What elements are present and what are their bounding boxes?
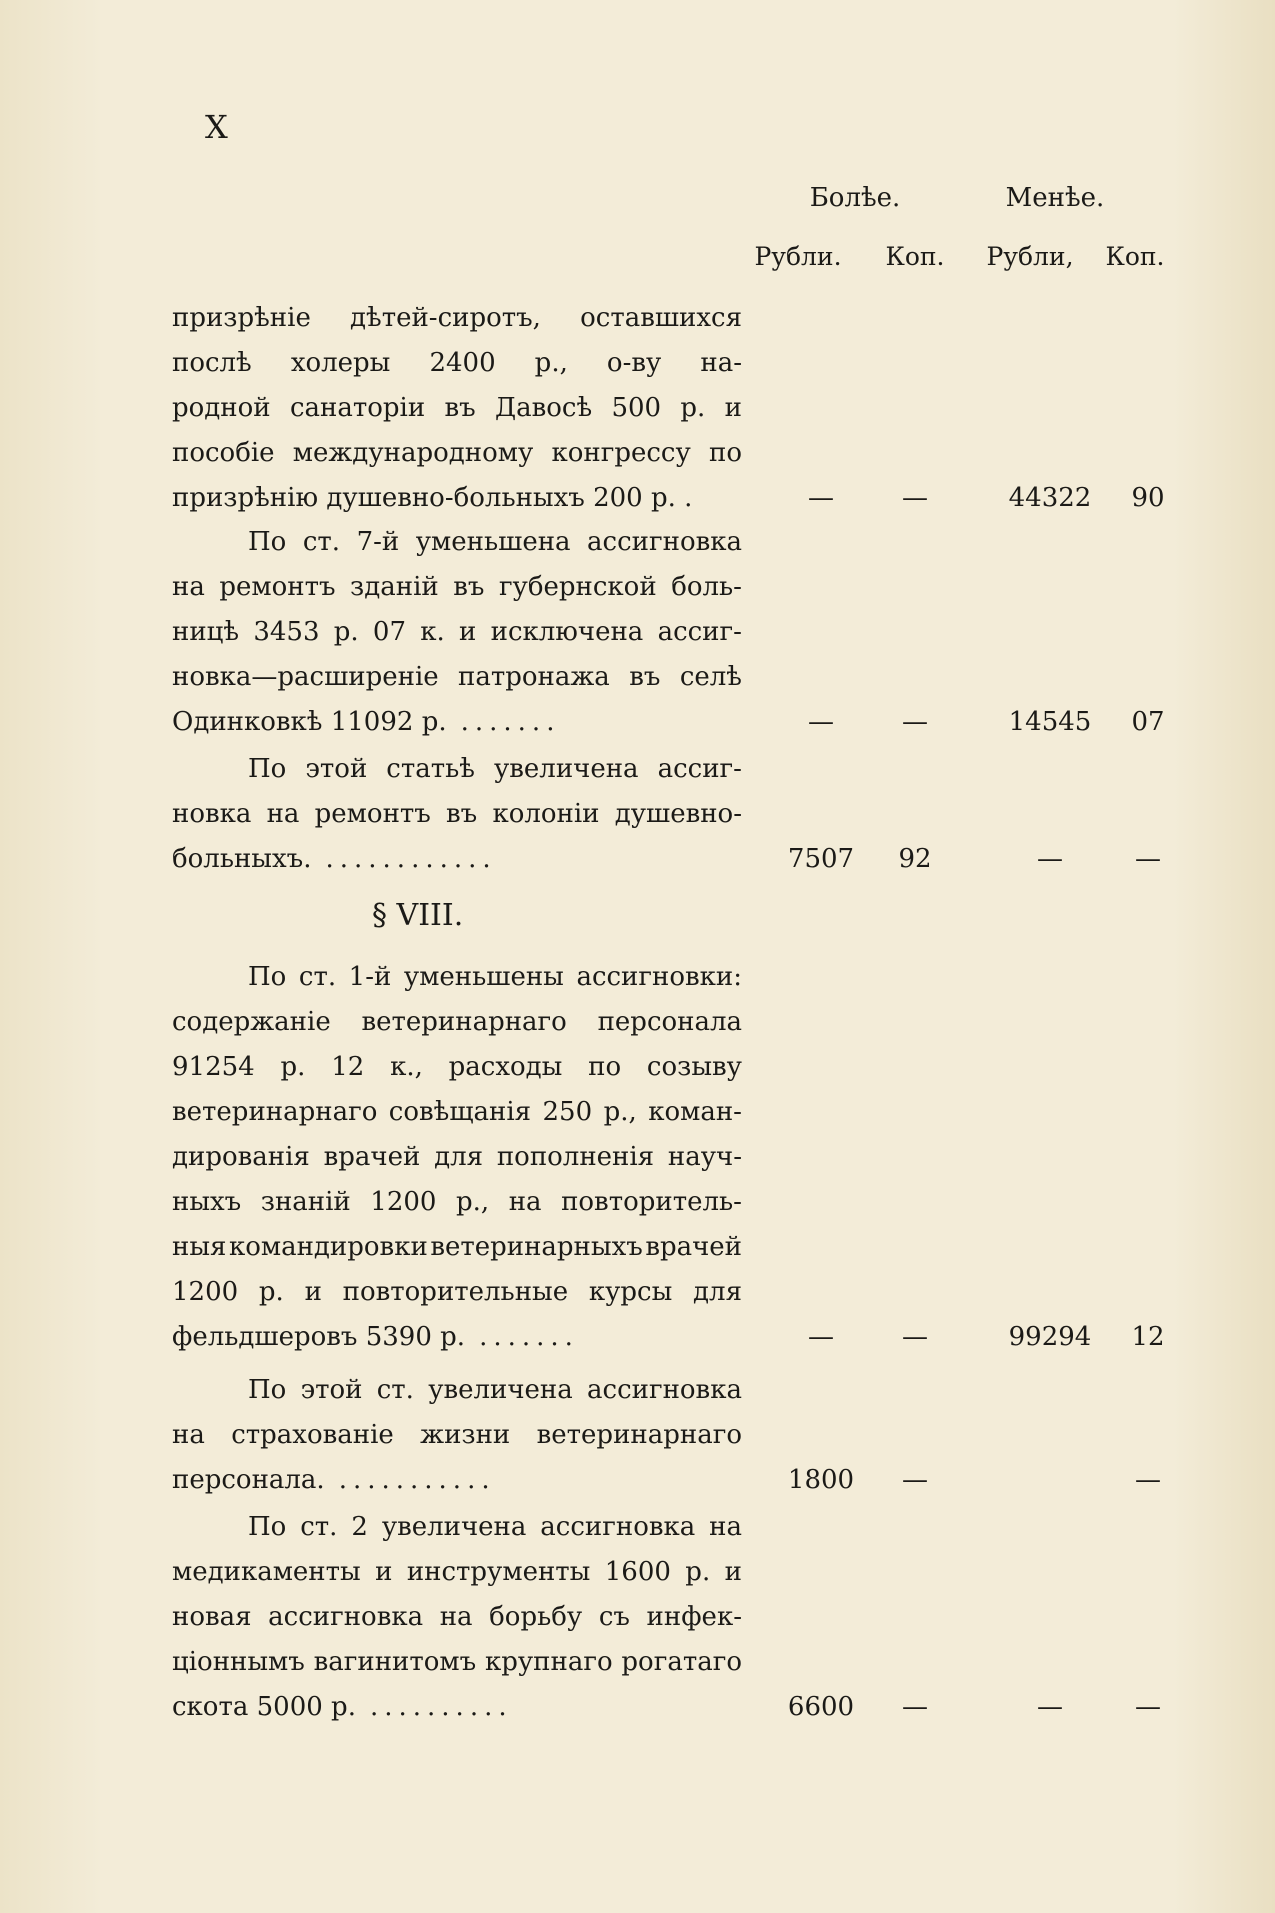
entry-word: увеличена <box>493 754 639 784</box>
entry-word: Давосѣ <box>494 393 593 423</box>
entry-word: ассигновки: <box>576 962 742 992</box>
entry-word: и <box>304 1277 322 1307</box>
entry-word: на <box>266 799 300 829</box>
entry-word: По <box>248 962 287 992</box>
entry-word: колоніи <box>492 799 600 829</box>
budget-entry <box>172 520 742 745</box>
entry-word: содержаніе <box>172 1007 331 1037</box>
entry-word: увеличена <box>381 1512 527 1542</box>
amount-rubles-more: 6600 <box>787 1692 855 1722</box>
amount-kopecks-more: — <box>902 1322 928 1352</box>
entry-text-line <box>172 341 742 386</box>
entry-word: ремонтъ <box>219 572 336 602</box>
entry-word: ныхъ <box>172 1187 242 1217</box>
entry-word: 91254 <box>172 1052 255 1082</box>
entry-word: боль- <box>671 572 742 602</box>
entry-word: крупнаго <box>484 1647 613 1677</box>
leader-dots: ....... <box>479 1322 579 1352</box>
entry-word: По <box>248 527 287 557</box>
entry-word: статьѣ <box>386 754 475 784</box>
entry-word: увеличена <box>428 1375 573 1405</box>
entry-word: ст. <box>376 1375 414 1405</box>
entry-word: этой <box>305 754 368 784</box>
leader-dots: ....... <box>460 707 561 737</box>
entry-word: на <box>172 1420 205 1450</box>
entry-last-text: скота 5000 р. <box>172 1692 356 1722</box>
entry-text-line <box>172 565 742 610</box>
entry-word: р. <box>280 1052 306 1082</box>
entry-word: ассигновка <box>540 1512 696 1542</box>
entry-word: дѣтей-сиротъ, <box>350 303 541 333</box>
amount-rubles-less: 44322 <box>1008 483 1092 513</box>
col-header-rubles-more: Рубли. <box>754 242 842 271</box>
entry-word: для <box>434 1142 484 1172</box>
amount-kopecks-more: — <box>902 483 928 513</box>
entry-word: селѣ <box>679 662 742 692</box>
entry-word: 250 <box>542 1097 593 1127</box>
entry-word: съ <box>598 1602 630 1632</box>
entry-text-line <box>172 610 742 655</box>
entry-word: р. <box>680 393 706 423</box>
entry-text-line <box>172 296 742 341</box>
entry-text-line <box>172 1413 742 1458</box>
entry-word: на- <box>700 348 742 378</box>
entry-word: патронажа <box>458 662 610 692</box>
entry-last-text: больныхъ. <box>172 844 312 874</box>
entry-word: 3453 <box>253 617 320 647</box>
entry-word: науч- <box>667 1142 742 1172</box>
entry-word: повторитель- <box>561 1187 742 1217</box>
entry-word: послѣ <box>172 348 252 378</box>
entry-text-line <box>172 1368 742 1413</box>
amount-rubles-less: 14545 <box>1008 707 1092 737</box>
entry-word: въ <box>444 393 476 423</box>
entry-text-line <box>172 520 742 565</box>
entry-word: командировки <box>228 1232 428 1262</box>
entry-word: коман- <box>648 1097 742 1127</box>
entry-text-line <box>172 1045 742 1090</box>
entry-text-line <box>172 1090 742 1135</box>
entry-word: и <box>724 1557 742 1587</box>
entry-word: ветеринарнаго <box>172 1097 378 1127</box>
leader-dots: ........... <box>338 1465 496 1495</box>
amount-rubles-less: — <box>1037 844 1063 874</box>
entry-word: дированія <box>172 1142 310 1172</box>
amount-kopecks-less: — <box>1135 1692 1161 1722</box>
entry-word: ассигновка <box>587 527 742 557</box>
col-header-kopecks-less: Коп. <box>1105 242 1165 271</box>
entry-word: и <box>375 1557 393 1587</box>
entry-word: совѣщанія <box>388 1097 532 1127</box>
amount-rubles-more: — <box>808 1322 834 1352</box>
entry-word: и <box>459 617 477 647</box>
entry-text-line <box>172 955 742 1000</box>
entry-word: По <box>248 1512 287 1542</box>
entry-word: инструменты <box>406 1557 591 1587</box>
budget-entry <box>172 1505 742 1730</box>
entry-word: душевно- <box>614 799 742 829</box>
entry-word: знаній <box>260 1187 351 1217</box>
entry-text-line <box>172 1225 742 1270</box>
entry-last-text: Одинковкѣ 11092 р. <box>172 707 447 737</box>
entry-word: на <box>709 1512 742 1542</box>
amount-rubles-more: — <box>808 483 834 513</box>
entry-word: курсы <box>588 1277 673 1307</box>
entry-word: р., <box>534 348 568 378</box>
entry-word: повторительные <box>342 1277 569 1307</box>
amount-kopecks-more: — <box>902 1692 928 1722</box>
entry-word: по <box>588 1052 622 1082</box>
entry-word: врачей <box>323 1142 421 1172</box>
entry-word: ветеринарнаго <box>361 1007 567 1037</box>
entry-word: По <box>248 754 287 784</box>
entry-last-text: персонала. <box>172 1465 325 1495</box>
entry-word: для <box>693 1277 742 1307</box>
entry-word: санаторіи <box>289 393 426 423</box>
entry-word: въ <box>446 799 478 829</box>
amount-kopecks-less: 12 <box>1131 1322 1165 1352</box>
entry-word: ремонтъ <box>314 799 431 829</box>
entry-word: международному <box>292 438 534 468</box>
entry-word: рогатаго <box>621 1647 742 1677</box>
entry-word: 2 <box>351 1512 368 1542</box>
entry-word: по <box>709 438 742 468</box>
leader-dots: ............ <box>325 844 497 874</box>
entry-word: родной <box>172 393 271 423</box>
entry-word: въ <box>453 572 485 602</box>
amount-kopecks-less: — <box>1135 1465 1161 1495</box>
entry-text-line <box>172 1180 742 1225</box>
section-heading: § VIII. <box>372 898 464 933</box>
amount-rubles-more: 7507 <box>787 844 855 874</box>
entry-word: ницѣ <box>172 617 240 647</box>
entry-word: ассиг- <box>657 617 742 647</box>
amount-kopecks-less: 90 <box>1131 483 1165 513</box>
entry-word: 7-й <box>356 527 400 557</box>
entry-last-text: призрѣнію душевно-больныхъ 200 р. . <box>172 483 693 513</box>
entry-last-line <box>172 476 742 521</box>
header-more: Болѣе. <box>809 183 901 213</box>
entry-text-line <box>172 747 742 792</box>
entry-word: призрѣніе <box>172 303 311 333</box>
entry-word: этой <box>300 1375 363 1405</box>
amount-kopecks-more: — <box>902 707 928 737</box>
entry-last-line <box>172 837 742 882</box>
col-header-kopecks-more: Коп. <box>885 242 945 271</box>
entry-word: расходы <box>448 1052 563 1082</box>
entry-word: 2400 <box>429 348 496 378</box>
entry-word: на <box>172 572 205 602</box>
entry-word: на <box>439 1602 473 1632</box>
entry-word: ст. <box>302 527 341 557</box>
entry-word: р. <box>685 1557 711 1587</box>
amount-rubles-less: 99294 <box>1008 1322 1092 1352</box>
entry-text-line <box>172 792 742 837</box>
entry-word: оставшихся <box>580 303 742 333</box>
entry-word: пополненія <box>496 1142 655 1172</box>
entry-word: к. <box>420 617 445 647</box>
entry-word: уменьшены <box>403 962 564 992</box>
entry-word: вагинитомъ <box>313 1647 477 1677</box>
page-number: X <box>205 108 228 146</box>
entry-last-text: фельдшеровъ 5390 р. <box>172 1322 466 1352</box>
entry-word: новая <box>172 1602 252 1632</box>
entry-text-line <box>172 1135 742 1180</box>
entry-word: медикаменты <box>172 1557 361 1587</box>
entry-word: созыву <box>646 1052 742 1082</box>
entry-word: р., <box>603 1097 637 1127</box>
entry-word: губернской <box>498 572 657 602</box>
entry-word: на <box>508 1187 542 1217</box>
entry-word: и <box>724 393 742 423</box>
entry-word: 1-й <box>348 962 392 992</box>
entry-word: въ <box>629 662 661 692</box>
entry-word: 12 <box>331 1052 365 1082</box>
budget-entry <box>172 1368 742 1503</box>
entry-text-line <box>172 1640 742 1685</box>
entry-word: ныя <box>172 1232 227 1262</box>
amount-rubles-more: 1800 <box>787 1465 855 1495</box>
entry-word: 1200 <box>172 1277 239 1307</box>
entry-word: новка <box>172 799 252 829</box>
entry-word: ст. <box>300 1512 338 1542</box>
entry-word: страхованіе <box>231 1420 394 1450</box>
entry-word: жизни <box>420 1420 511 1450</box>
entry-text-line <box>172 431 742 476</box>
entry-text-line <box>172 1595 742 1640</box>
entry-text-line <box>172 655 742 700</box>
amount-kopecks-less: 07 <box>1131 707 1165 737</box>
entry-word: р., <box>455 1187 490 1217</box>
entry-text-line <box>172 1270 742 1315</box>
leader-dots: .......... <box>369 1692 513 1722</box>
entry-word: холеры <box>290 348 391 378</box>
budget-entry <box>172 747 742 882</box>
entry-word: р. <box>258 1277 284 1307</box>
amount-kopecks-more: — <box>902 1465 928 1495</box>
entry-word: 07 <box>372 617 406 647</box>
entry-word: врачей <box>645 1232 742 1262</box>
entry-word: инфек- <box>646 1602 742 1632</box>
col-header-rubles-less: Рубли, <box>986 242 1074 271</box>
entry-word: 1200 <box>370 1187 437 1217</box>
header-less: Менѣе. <box>1005 183 1105 213</box>
entry-word: 500 <box>611 393 662 423</box>
entry-word: персонала <box>597 1007 742 1037</box>
entry-word: конгрессу <box>551 438 691 468</box>
entry-text-line <box>172 1505 742 1550</box>
amount-kopecks-more: 92 <box>898 844 932 874</box>
entry-last-line <box>172 1315 742 1360</box>
entry-word: пособіе <box>172 438 275 468</box>
entry-text-line <box>172 1000 742 1045</box>
entry-word: борьбу <box>489 1602 583 1632</box>
entry-word: ст. <box>298 962 337 992</box>
entry-word: ветеринарныхъ <box>430 1232 643 1262</box>
entry-last-line <box>172 1685 742 1730</box>
budget-entry <box>172 955 742 1360</box>
entry-word: ассигновка <box>268 1602 424 1632</box>
entry-word: о-ву <box>606 348 662 378</box>
entry-last-line <box>172 700 742 745</box>
entry-word: р. <box>333 617 359 647</box>
entry-last-line <box>172 1458 742 1503</box>
entry-text-line <box>172 386 742 431</box>
entry-word: исключена <box>490 617 644 647</box>
entry-word: 1600 <box>604 1557 671 1587</box>
entry-word: новка—расширеніе <box>172 662 439 692</box>
budget-entry <box>172 296 742 521</box>
entry-word: к., <box>390 1052 423 1082</box>
entry-word: ассигновка <box>587 1375 742 1405</box>
amount-rubles-more: — <box>808 707 834 737</box>
entry-text-line <box>172 1550 742 1595</box>
entry-word: ціоннымъ <box>172 1647 305 1677</box>
entry-word: По <box>248 1375 287 1405</box>
amount-rubles-less: — <box>1037 1692 1063 1722</box>
amount-kopecks-less: — <box>1135 844 1161 874</box>
entry-word: ветеринарнаго <box>536 1420 742 1450</box>
entry-word: зданій <box>350 572 439 602</box>
entry-word: ассиг- <box>657 754 742 784</box>
entry-word: уменьшена <box>415 527 571 557</box>
